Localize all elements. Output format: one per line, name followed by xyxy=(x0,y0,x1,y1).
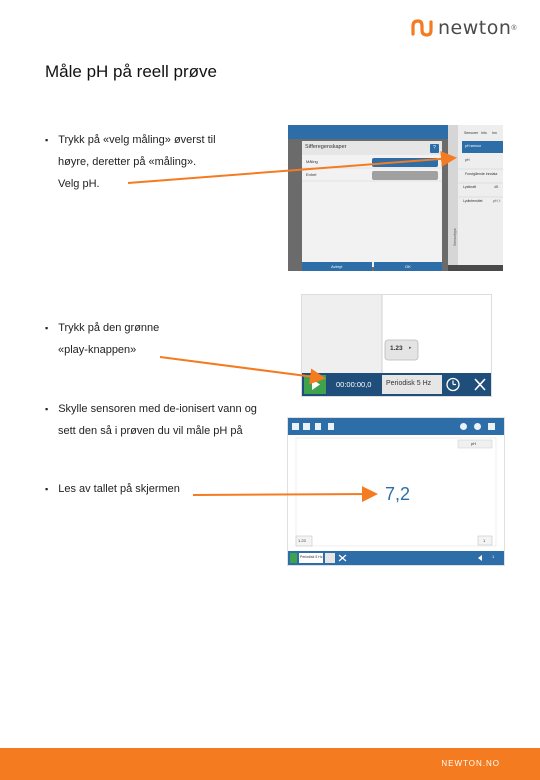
mode-select[interactable]: Periodisk 5 Hz xyxy=(300,555,323,559)
arrow-to-measurement xyxy=(128,158,453,183)
tab-sensors[interactable]: Sensorer xyxy=(464,131,479,135)
dialog-title: Sifferegenskaper xyxy=(305,144,347,150)
tab-info[interactable]: Info xyxy=(481,131,487,135)
page-number: 1 xyxy=(492,554,495,559)
bullet-icon: ▪ xyxy=(45,323,49,333)
footer-bar xyxy=(0,748,540,780)
sensor-list-item-1[interactable]: pH sensor xyxy=(465,144,481,148)
unit-label: Enhet xyxy=(306,172,317,177)
page-title: Måle pH på reell prøve xyxy=(45,62,217,81)
step-3-line1: Skylle sensoren med de-ionisert vann og xyxy=(58,403,257,415)
ph-reading: 7,2 xyxy=(385,484,411,504)
unit-label: pH xyxy=(471,441,477,446)
footer-brand: NEWTON.NO xyxy=(441,759,500,768)
mode-select[interactable]: Periodisk 5 Hz xyxy=(386,380,432,387)
bullet-icon: ▪ xyxy=(45,484,49,494)
step-1-line1: Trykk på «velg måling» øverst til xyxy=(58,134,216,146)
ok-button[interactable]: OK xyxy=(405,264,411,269)
side-label: Sensortype xyxy=(452,228,457,246)
sensor-list-item-4[interactable]: Lystkraft xyxy=(463,185,477,189)
arrow-to-play xyxy=(160,357,322,378)
step-3-line2: sett den så i prøven du vil måle pH på xyxy=(58,425,243,437)
chevron-right-icon: ▸ xyxy=(409,345,412,351)
help-button[interactable]: ? xyxy=(433,145,436,151)
page-select[interactable]: 1 xyxy=(483,538,486,543)
sensor-list-item-3[interactable]: Forutgående inndata xyxy=(465,172,498,176)
value-box[interactable]: 1.23 xyxy=(390,345,403,352)
step-2-line2: «play-knappen» xyxy=(58,344,137,356)
timer-display: 00:00:00,0 xyxy=(336,380,372,389)
arrow-to-reading xyxy=(193,494,374,495)
step-2-line1: Trykk på den grønne xyxy=(58,322,160,334)
bullet-icon: ▪ xyxy=(45,404,49,414)
sensor-list-item-2[interactable]: pH xyxy=(465,158,470,162)
value-box[interactable]: 1.23 xyxy=(298,538,306,543)
brand-reg: ® xyxy=(511,24,517,32)
measurement-label: Måling xyxy=(306,159,318,164)
bullet-icon: ▪ xyxy=(45,135,49,145)
tab-input[interactable]: Inn xyxy=(492,131,497,135)
cancel-button[interactable]: Avbryt xyxy=(331,264,343,269)
step-1-line3: Velg pH. xyxy=(58,178,100,190)
sensor-list-value-5: pH, t xyxy=(493,199,501,203)
sensor-list-value-4: dB xyxy=(494,185,499,189)
sensor-list-item-5[interactable]: Lydintensitet xyxy=(463,199,483,203)
brand-name: newton xyxy=(438,17,512,39)
step-4-line1: Les av tallet på skjermen xyxy=(58,483,180,495)
step-1-line2: høyre, deretter på «måling». xyxy=(58,156,197,168)
